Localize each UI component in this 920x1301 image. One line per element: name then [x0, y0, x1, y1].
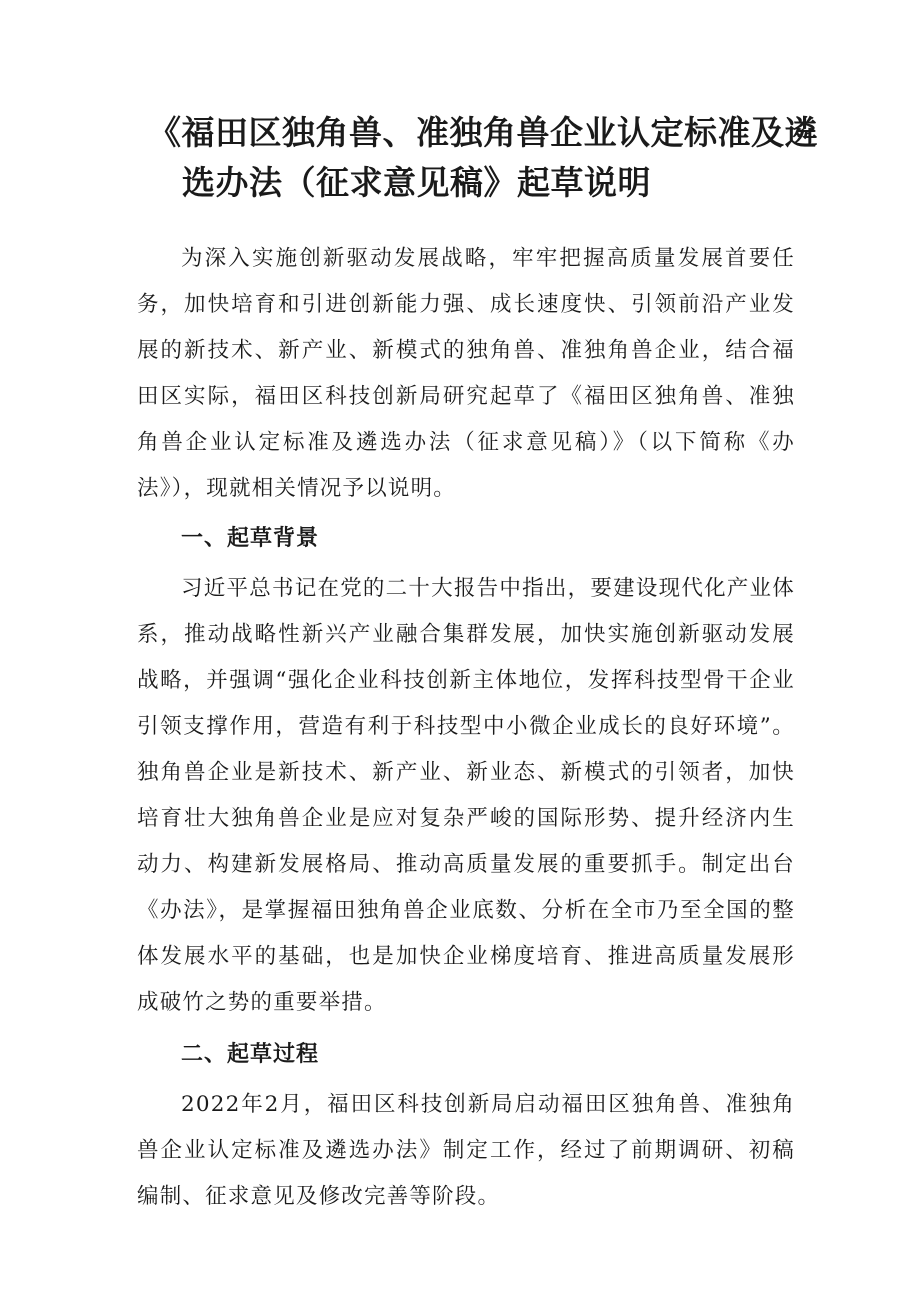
section-heading-process: 二、起草过程 [181, 1042, 320, 1067]
document-body [137, 236, 795, 1220]
title-line-1: 《福田区独角兽、准独角兽企业认定标准及遴 [148, 113, 818, 152]
process-paragraph: 2022年2月，福田区科技创新局启动福田区独角兽、准独角兽企业认定标准及遴选办法》制定工作，经过了前期调研、初稿编制、征求意见及修改完善等阶段。 [137, 1092, 795, 1209]
document-title [148, 108, 818, 208]
intro-paragraph: 为深入实施创新驱动发展战略，牢牢把握高质量发展首要任务，加快培育和引进创新能力强、成长速度快、引领前沿产业发展的新技术、新产业、新模式的独角兽、准独角兽企业，结合福田区实际，福田区科技创新局研究起草了《福田区独角兽、准独角兽企业认定标准及遴选办法（征求意见稿）》（以下简称《办法》），现就相关情况予以说明。 [137, 246, 795, 501]
title-line-2: 选办法（征求意见稿》起草说明 [182, 163, 651, 202]
background-paragraph: 习近平总书记在党的二十大报告中指出，要建设现代化产业体系，推动战略性新兴产业融合集群发展，加快实施创新驱动发展战略，并强调“强化企业科技创新主体地位，发挥科技型骨干企业引领支撑作用，营造有利于科技型中小微企业成长的良好环境”。独角兽企业是新技术、新产业、新业态、新模式的引领者，加快培育壮大独角兽企业是应对复杂严峻的国际形势、提升经济内生动力、构建新发展格局、推动高质量发展的重要抓手。制定出台《办法》，是掌握福田独角兽企业底数、分析在全市乃至全国的整体发展水平的基础，也是加快企业梯度培育、推进高质量发展形成破竹之势的重要举措。 [137, 576, 795, 1015]
section-heading-background: 一、起草背景 [181, 526, 320, 551]
